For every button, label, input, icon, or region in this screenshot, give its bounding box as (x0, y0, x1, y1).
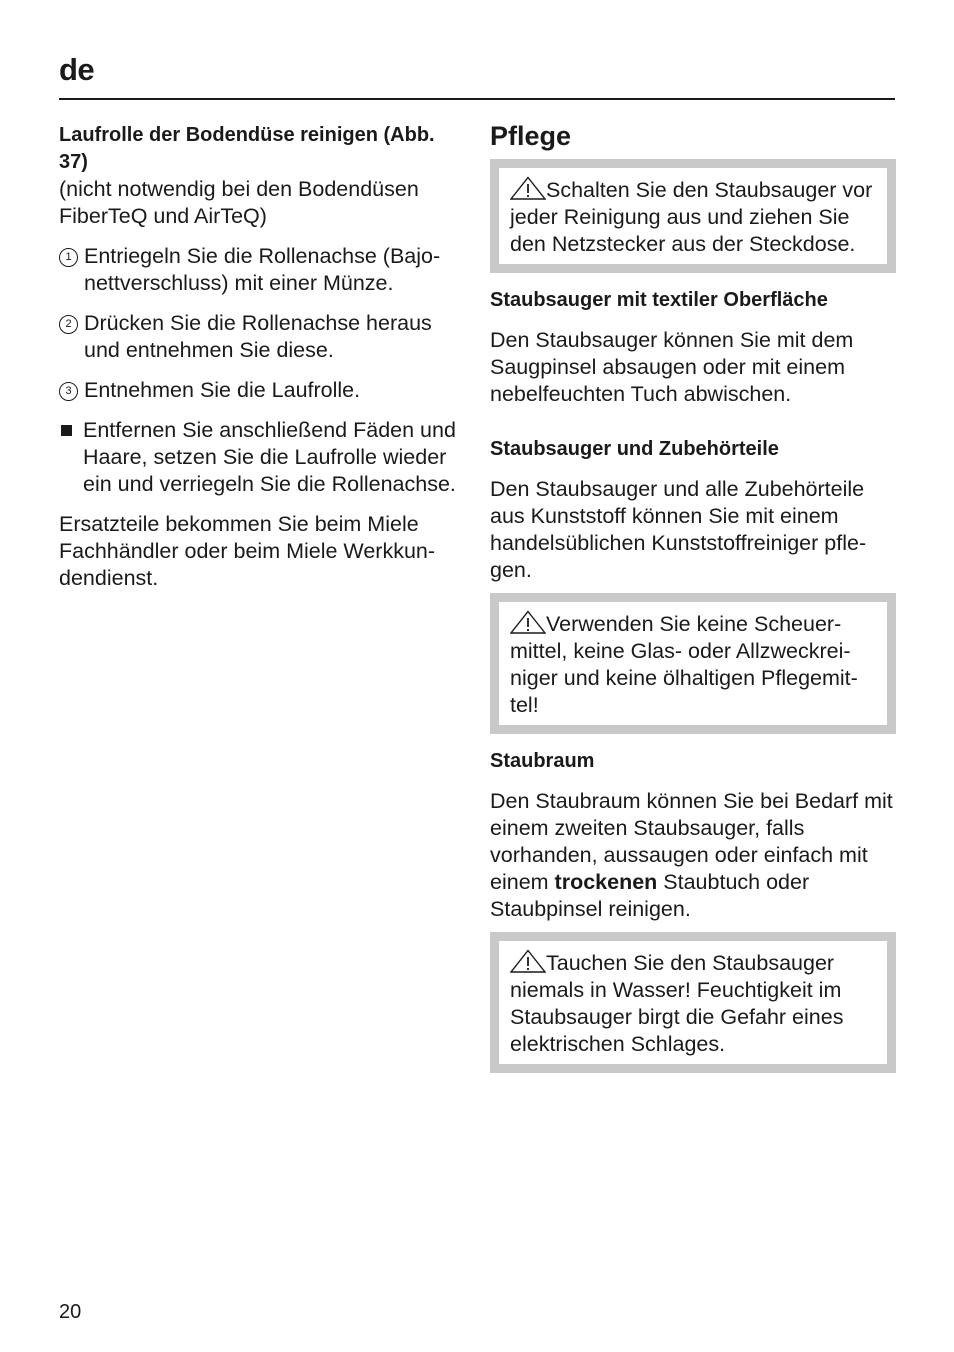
step-number-circle: 1 (59, 248, 78, 267)
warning-text: Tauchen Sie den Staubsauger niemals in Wasser! Feuchtigkeit im Staubsauger birgt die Gefahr eines elektrischen Schlages. (510, 951, 844, 1056)
right-column (490, 122, 896, 1073)
section-heading-wheel: Laufrolle der Bodendüse reinigen (Abb. 37) (59, 124, 435, 173)
note-text: (nicht notwendig bei den Bodendüsen FiberTeQ und AirTeQ) (59, 177, 419, 228)
step-item (59, 310, 465, 364)
closing-text: Ersatzteile bekommen Sie beim Miele Fachhändler oder beim Miele Werkkundendienst. (59, 512, 436, 590)
step-item (59, 377, 465, 404)
paragraph-textile: Den Staubsauger können Sie mit dem Saugpinsel absaugen oder mit einem nebelfeuchten Tuch abwischen. (490, 328, 854, 406)
square-bullet-icon (61, 425, 72, 436)
warning-box (490, 593, 896, 734)
warning-text: Schalten Sie den Staubsauger vor jeder Reinigung aus und ziehen Sie den Netzstecker aus der Steckdose. (510, 178, 873, 256)
emphasis-dry: trockenen (554, 870, 658, 894)
paragraph-dust-compartment: Den Staubraum können Sie bei Bedarf mit einem zweiten Staubsauger, falls vorhanden, aussaugen oder einfach mit einem trockenen Staubtuch oder Staubpinsel reinigen. (490, 789, 893, 921)
warning-box (490, 159, 896, 273)
warning-text: Verwenden Sie keine Scheuermittel, keine Glas- oder Allzweckreiniger und keine ölhaltigen Pflegemittel! (510, 612, 858, 717)
step-number-circle: 2 (59, 315, 78, 334)
section-title-care: Pflege (490, 121, 572, 151)
warning-triangle-icon (510, 949, 546, 973)
step-text: Drücken Sie die Rollenachse heraus und entnehmen Sie diese. (84, 311, 432, 362)
step-item (59, 243, 465, 297)
warning-box (490, 932, 896, 1073)
left-column (59, 122, 465, 592)
header-rule (59, 98, 895, 100)
paragraph-accessories: Den Staubsauger und alle Zubehörteile aus Kunststoff können Sie mit einem handelsüblichen Kunststoffreiniger pflegen. (490, 477, 867, 582)
warning-triangle-icon (510, 176, 546, 200)
language-label: de (59, 52, 95, 87)
subheading-accessories: Staubsauger und Zubehörteile (490, 438, 779, 460)
step-text: Entnehmen Sie die Laufrolle. (84, 378, 361, 402)
subheading-dust-compartment: Staubraum (490, 750, 595, 772)
warning-triangle-icon (510, 610, 546, 634)
bullet-item (59, 417, 465, 498)
step-text: Entriegeln Sie die Rollenachse (Bajonettverschluss) mit einer Münze. (84, 244, 441, 295)
step-number-circle: 3 (59, 382, 78, 401)
bullet-text: Entfernen Sie anschließend Fäden und Haare, setzen Sie die Laufrolle wieder ein und verriegeln Sie die Rollenachse. (83, 418, 456, 496)
page-number: 20 (59, 1301, 82, 1323)
subheading-textile: Staubsauger mit textiler Oberfläche (490, 289, 828, 311)
